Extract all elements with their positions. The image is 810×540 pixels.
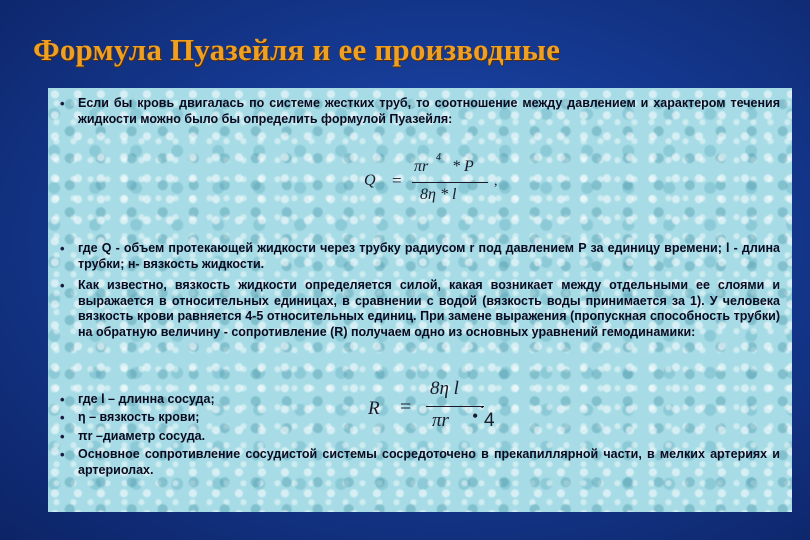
formula-numerator: πr: [414, 158, 429, 175]
bullet-text: где Q - объем протекающей жидкости через трубку радиусом r под давлением P за единицу времени; l - длина трубки; н- вязкость жидкости.: [78, 241, 780, 271]
content-panel: [48, 88, 792, 512]
bullet-dot: •: [60, 392, 65, 407]
formula-equals: =: [392, 171, 402, 190]
poiseuille-formula: [364, 150, 524, 210]
bullet-dot: •: [60, 96, 65, 111]
bullet-text: η – вязкость крови;: [78, 410, 200, 424]
bullet-text: Если бы кровь двигалась по системе жестких труб, то соотношение между давлением и характером течения жидкости можно было бы определить формулой Пуазейля:: [78, 96, 780, 126]
bullet-text: где l – длинна сосуда;: [78, 392, 215, 406]
formula-numerator-rest: * P: [452, 158, 474, 175]
bullet-dot: •: [60, 278, 65, 293]
bullet-item-viscosity: [60, 278, 780, 340]
formula-lhs: R: [368, 398, 380, 419]
formula-numerator-exp: 4: [436, 152, 441, 163]
bullet-text: Основное сопротивление сосудистой системы сосредоточено в прекапиллярной части, в мелких артериях и артериолах.: [78, 447, 780, 477]
bullet-item-definitions: [60, 241, 780, 272]
formula-denominator: πr: [432, 410, 449, 431]
bullet-text: πr –диаметр сосуда.: [78, 429, 206, 443]
resistance-formula: [368, 378, 518, 448]
fraction-line: [412, 182, 488, 183]
formula-numerator: 8η l: [430, 378, 459, 399]
bullet-item-eta: [60, 410, 362, 426]
bullet-text: Как известно, вязкость жидкости определяется силой, какая возникает между отдельными ее слоями и выражается в относительных единицах, в сравнении с водой (вязкость воды принимается за 1). У человека вязкость крови равняется 4-5 относительных единиц. При замене выражения (пропускная способность трубки) на обратную величину - сопротивление (R) получаем одно из основных уравнений гемодинамики:: [78, 278, 780, 339]
bullet-item-intro: [60, 96, 780, 127]
formula-trail: .: [480, 392, 485, 412]
formula-equals: =: [400, 396, 412, 418]
formula-denominator: 8η * l: [420, 186, 457, 203]
slide-title: Формула Пуазейля и ее производные: [33, 32, 561, 67]
bullet-item-diameter: [60, 429, 362, 445]
bullet-item-conclusion: [60, 447, 780, 478]
formula-lhs: Q: [364, 172, 376, 189]
bullet-dot: •: [60, 241, 65, 256]
bullet-dot: •: [60, 429, 65, 444]
formula-dot: •: [472, 406, 479, 426]
formula-trail: ,: [494, 174, 498, 189]
bullet-dot: •: [60, 447, 65, 462]
bullet-dot: •: [60, 410, 65, 425]
formula-exp: 4: [484, 410, 495, 431]
bullet-item-length: [60, 392, 362, 408]
